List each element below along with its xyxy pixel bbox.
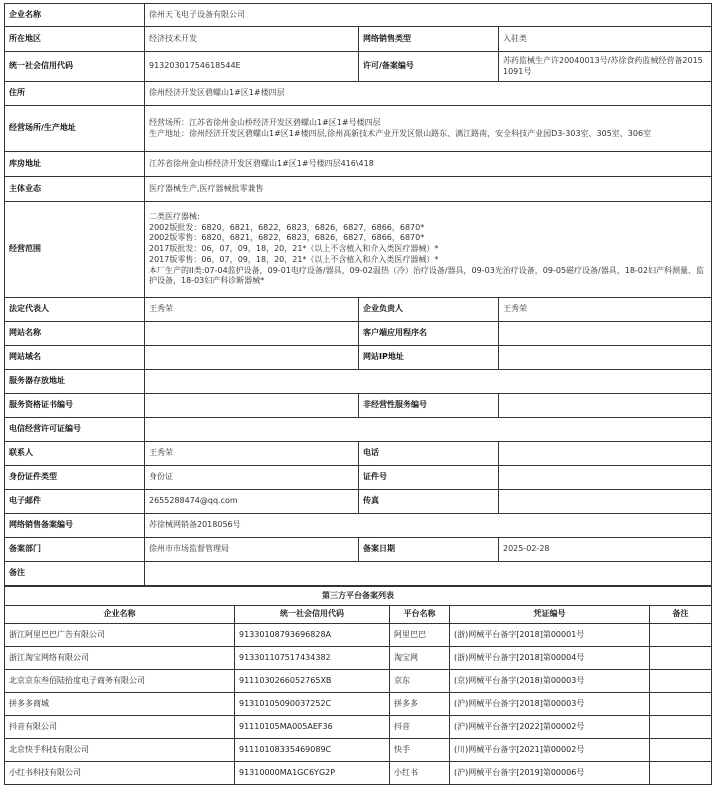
phone-label: 电话 [359, 442, 499, 466]
company-name-value: 徐州天飞电子设备有限公司 [145, 4, 712, 27]
row-net-record-no [5, 514, 712, 538]
row-server-addr [5, 370, 712, 394]
main-business-label: 主体业态 [5, 177, 145, 202]
record-table [4, 3, 712, 586]
business-site-line: 生产地址：徐州经济开发区碧螺山1#区1#楼四层,徐州高新技术产业开发区银山路东、漓江路南，安全科技产业园D3-303室、305室、306室 [149, 128, 652, 138]
scope-line: 本厂生产的II类:07-04监护设备，09-01电疗设备/器具，09-02温热（冷）治疗设备/器具，09-03光治疗设备，09-05磁疗设备/器具，18-02妇产科测量、监护设备，18-03妇产科诊断器械* [149, 265, 704, 286]
record-date-value: 2025-02-28 [499, 538, 712, 562]
business-site-value [145, 106, 712, 152]
service-cert-value [145, 394, 359, 418]
table-row [5, 647, 712, 670]
third-party-table [4, 586, 712, 785]
location-value: 经济技术开发 [145, 27, 359, 52]
row-credit-code [5, 52, 712, 82]
telecom-no-value [145, 418, 712, 442]
third-party-caption: 第三方平台备案列表 [5, 587, 712, 606]
row-site-name [5, 322, 712, 346]
cell-cert-no: (京)网械平台备字(2018)第00003号 [450, 670, 650, 693]
cell-cert-no: (沪)网械平台备字[2019]第00006号 [450, 762, 650, 785]
contact-value: 王秀荣 [145, 442, 359, 466]
non-op-no-value [499, 394, 712, 418]
server-addr-value [145, 370, 712, 394]
cell-credit-code: 91310105090037252C [235, 693, 390, 716]
email-value: 2655288474@qq.com [145, 490, 359, 514]
scope-value [145, 202, 712, 298]
table-row [5, 624, 712, 647]
cell-credit-code: 91310000MA1GC6YG2P [235, 762, 390, 785]
cell-company: 拼多多商城 [5, 693, 235, 716]
fax-value [499, 490, 712, 514]
phone-value [499, 442, 712, 466]
row-main-business [5, 177, 712, 202]
server-addr-label: 服务器存放地址 [5, 370, 145, 394]
net-record-no-value: 苏徐械网销备2018056号 [145, 514, 712, 538]
row-location [5, 27, 712, 52]
net-sale-type-label: 网络销售类型 [359, 27, 499, 52]
cell-credit-code: 913301107517434382 [235, 647, 390, 670]
cell-platform: 拼多多 [390, 693, 450, 716]
scope-label: 经营范围 [5, 202, 145, 298]
row-legal-rep [5, 298, 712, 322]
cell-remark [650, 647, 712, 670]
table-row [5, 693, 712, 716]
app-name-value [499, 322, 712, 346]
column-header: 平台名称 [390, 606, 450, 624]
domain-label: 网站域名 [5, 346, 145, 370]
row-address [5, 82, 712, 106]
row-company-name [5, 4, 712, 27]
app-name-label: 客户端应用程序名 [359, 322, 499, 346]
legal-rep-label: 法定代表人 [5, 298, 145, 322]
row-email [5, 490, 712, 514]
non-op-no-label: 非经营性服务编号 [359, 394, 499, 418]
cell-company: 浙江阿里巴巴广告有限公司 [5, 624, 235, 647]
credit-code-value: 91320301754618544E [145, 52, 359, 82]
telecom-no-label: 电信经营许可证编号 [5, 418, 145, 442]
cell-company: 北京京东叁佰陆拾度电子商务有限公司 [5, 670, 235, 693]
id-no-value [499, 466, 712, 490]
table-row [5, 670, 712, 693]
cell-cert-no: (沪)网械平台备字[2022]第00002号 [450, 716, 650, 739]
main-business-value: 医疗器械生产,医疗器械批零兼售 [145, 177, 712, 202]
third-party-header-row [5, 606, 712, 624]
company-head-label: 企业负责人 [359, 298, 499, 322]
company-head-value: 王秀荣 [499, 298, 712, 322]
cell-platform: 抖音 [390, 716, 450, 739]
site-name-label: 网站名称 [5, 322, 145, 346]
cell-platform: 阿里巴巴 [390, 624, 450, 647]
net-sale-type-value: 入驻类 [499, 27, 712, 52]
service-cert-label: 服务资格证书编号 [5, 394, 145, 418]
cell-remark [650, 624, 712, 647]
row-scope [5, 202, 712, 298]
email-label: 电子邮件 [5, 490, 145, 514]
scope-line: 2002版零售：6820，6821，6822，6823，6826，6827，6866，6870* [149, 233, 425, 243]
remark-label: 备注 [5, 562, 145, 586]
cell-platform: 小红书 [390, 762, 450, 785]
address-label: 住所 [5, 82, 145, 106]
row-contact [5, 442, 712, 466]
credit-code-label: 统一社会信用代码 [5, 52, 145, 82]
cell-company: 浙江淘宝网络有限公司 [5, 647, 235, 670]
table-row [5, 762, 712, 785]
warehouse-value: 江苏省徐州金山桥经济开发区碧螺山1#区1#号楼四层416\418 [145, 152, 712, 177]
row-warehouse [5, 152, 712, 177]
site-name-value [145, 322, 359, 346]
address-value: 徐州经济开发区碧螺山1#区1#楼四层 [145, 82, 712, 106]
contact-label: 联系人 [5, 442, 145, 466]
net-record-no-label: 网络销售备案编号 [5, 514, 145, 538]
row-id-type [5, 466, 712, 490]
cell-company: 小红书科技有限公司 [5, 762, 235, 785]
cell-credit-code: 91110105MA005AEF36 [235, 716, 390, 739]
scope-line: 二类医疗器械: [149, 211, 200, 221]
license-no-value: 苏药监械生产许20040013号/苏徐食药监械经营备20151091号 [499, 52, 712, 82]
table-row [5, 716, 712, 739]
cell-company: 北京快手科技有限公司 [5, 739, 235, 762]
ip-value [499, 346, 712, 370]
warehouse-label: 库房地址 [5, 152, 145, 177]
record-dept-value: 徐州市市场监督管理局 [145, 538, 359, 562]
business-site-label: 经营场所/生产地址 [5, 106, 145, 152]
record-date-label: 备案日期 [359, 538, 499, 562]
cell-cert-no: (川)网械平台备字[2021]第00002号 [450, 739, 650, 762]
cell-remark [650, 670, 712, 693]
business-site-line: 经营场所：江苏省徐州金山桥经济开发区碧螺山1#区1#号楼四层 [149, 117, 381, 127]
cell-platform: 快手 [390, 739, 450, 762]
scope-line: 2017版批发：06，07，09，18，20，21*（以上不含植入和介入类医疗器械）* [149, 244, 439, 254]
cell-credit-code: 911101083354​69089C [235, 739, 390, 762]
cell-cert-no: (浙)网械平台备字[2018]第00001号 [450, 624, 650, 647]
id-no-label: 证件号 [359, 466, 499, 490]
row-business-site [5, 106, 712, 152]
cell-credit-code: 911103026605276​5XB [235, 670, 390, 693]
column-header: 统一社会信用代码 [235, 606, 390, 624]
record-page [4, 3, 711, 785]
column-header: 备注 [650, 606, 712, 624]
record-dept-label: 备案部门 [5, 538, 145, 562]
scope-line: 2017版零售：06，07，09，18，20，21*（以上不含植入和介入类医疗器械）* [149, 254, 439, 264]
cell-platform: 淘宝网 [390, 647, 450, 670]
license-no-label: 许可/备案编号 [359, 52, 499, 82]
cell-credit-code: 91330108793696828A [235, 624, 390, 647]
domain-value [145, 346, 359, 370]
legal-rep-value: 王秀荣 [145, 298, 359, 322]
cell-remark [650, 716, 712, 739]
third-party-caption-row [5, 587, 712, 606]
row-remark [5, 562, 712, 586]
cell-remark [650, 739, 712, 762]
cell-platform: 京东 [390, 670, 450, 693]
row-domain [5, 346, 712, 370]
scope-line: 2002版批发：6820，6821，6822，6823，6826，6827，6866，6870* [149, 222, 425, 232]
cell-cert-no: (沪)网械平台备字[2018]第00003号 [450, 693, 650, 716]
column-header: 凭证编号 [450, 606, 650, 624]
id-type-value: 身份证 [145, 466, 359, 490]
table-row [5, 739, 712, 762]
remark-value [145, 562, 712, 586]
id-type-label: 身份证件类型 [5, 466, 145, 490]
cell-cert-no: (浙)网械平台备字[2018]第00004号 [450, 647, 650, 670]
company-name-label: 企业名称 [5, 4, 145, 27]
row-service-cert [5, 394, 712, 418]
row-record-dept [5, 538, 712, 562]
ip-label: 网站IP地址 [359, 346, 499, 370]
cell-remark [650, 693, 712, 716]
cell-remark [650, 762, 712, 785]
location-label: 所在地区 [5, 27, 145, 52]
row-telecom-no [5, 418, 712, 442]
fax-label: 传真 [359, 490, 499, 514]
column-header: 企业名称 [5, 606, 235, 624]
cell-company: 抖音有限公司 [5, 716, 235, 739]
